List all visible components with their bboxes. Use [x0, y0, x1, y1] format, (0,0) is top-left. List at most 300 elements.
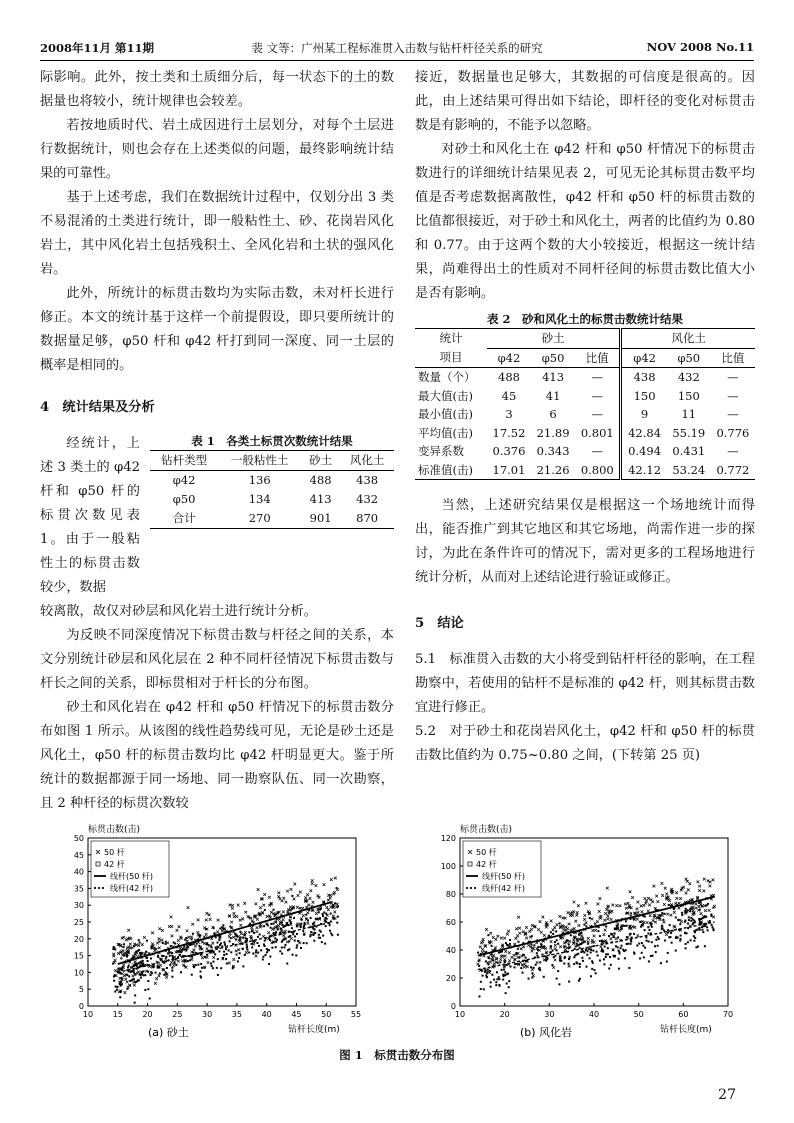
data-point-42 — [545, 952, 547, 954]
data-point-42 — [290, 922, 292, 924]
table1 — [150, 450, 394, 529]
data-point-42 — [318, 911, 320, 913]
data-point-50 — [496, 935, 499, 938]
data-point-42 — [186, 942, 188, 944]
x-tick-label: 30 — [544, 1010, 555, 1019]
data-point-42 — [576, 939, 578, 941]
data-point-42 — [549, 951, 551, 953]
data-point-42 — [313, 940, 315, 942]
data-point-42 — [495, 984, 497, 986]
data-point-42 — [644, 947, 646, 949]
data-point-50 — [678, 907, 681, 910]
data-point-42 — [264, 945, 266, 947]
data-point-50 — [518, 927, 521, 930]
data-point-50 — [262, 904, 265, 907]
data-point-50 — [177, 939, 180, 942]
table2-cell: 42.84 — [628, 425, 662, 440]
data-point-42 — [634, 915, 636, 917]
data-point-42 — [266, 951, 268, 953]
data-point-42 — [525, 957, 527, 959]
data-point-50 — [515, 927, 518, 930]
data-point-42 — [574, 936, 576, 938]
data-point-42 — [133, 969, 135, 971]
data-point-42 — [669, 924, 671, 926]
data-point-50 — [255, 930, 258, 933]
data-point-50 — [599, 946, 602, 949]
data-point-50 — [599, 897, 602, 900]
data-point-42 — [277, 928, 279, 930]
data-point-42 — [506, 944, 508, 946]
data-point-42 — [633, 953, 635, 955]
data-point-50 — [688, 882, 691, 885]
data-point-50 — [527, 944, 530, 947]
table2-cell: 17.52 — [492, 425, 526, 440]
data-point-50 — [492, 936, 495, 939]
data-point-42 — [513, 966, 515, 968]
data-point-50 — [673, 925, 676, 928]
data-point-42 — [596, 951, 598, 953]
data-point-50 — [266, 915, 269, 918]
data-point-42 — [592, 950, 594, 952]
table2-cell: 41 — [545, 388, 561, 403]
table2-cell: — — [727, 388, 739, 403]
data-point-42 — [171, 955, 173, 957]
data-point-42 — [157, 956, 159, 958]
data-point-42 — [262, 956, 264, 958]
data-point-42 — [305, 914, 307, 916]
data-point-42 — [503, 969, 505, 971]
data-point-50 — [207, 961, 210, 964]
data-point-42 — [165, 950, 167, 952]
data-point-42 — [550, 931, 552, 933]
data-point-50 — [691, 913, 694, 916]
data-point-42 — [208, 944, 210, 946]
data-point-42 — [266, 923, 268, 925]
data-point-42 — [617, 927, 619, 929]
data-point-42 — [630, 941, 632, 943]
data-point-42 — [664, 939, 666, 941]
data-point-42 — [138, 939, 140, 941]
data-point-42 — [175, 946, 177, 948]
data-point-42 — [180, 971, 182, 973]
data-point-50 — [257, 888, 260, 891]
table2-cell: 150 — [633, 388, 656, 403]
data-point-50 — [233, 912, 236, 915]
data-point-50 — [610, 918, 613, 921]
data-point-42 — [581, 957, 583, 959]
header-title: 裴 文等：广州某工程标准贯入击数与钻杆杆径关系的研究 — [251, 41, 543, 55]
data-point-42 — [128, 965, 130, 967]
y-tick-label: 0 — [450, 1002, 456, 1011]
data-point-42 — [141, 971, 143, 973]
data-point-42 — [643, 913, 645, 915]
data-point-42 — [690, 939, 692, 941]
data-point-50 — [564, 917, 567, 920]
table2-cell: 0.800 — [575, 461, 621, 480]
data-point-42 — [484, 971, 486, 973]
data-point-42 — [112, 963, 114, 965]
data-point-42 — [508, 980, 510, 982]
table2-cell: 17.01 — [492, 462, 526, 477]
data-point-42 — [169, 955, 171, 957]
data-point-42 — [558, 983, 560, 985]
data-point-42 — [518, 963, 520, 965]
data-point-50 — [286, 890, 289, 893]
data-point-42 — [702, 931, 704, 933]
data-point-50 — [568, 923, 571, 926]
data-point-42 — [225, 958, 227, 960]
data-point-42 — [134, 994, 136, 996]
table2-head: 项目 — [439, 350, 463, 365]
data-point-42 — [579, 966, 581, 968]
data-point-42 — [322, 935, 324, 937]
data-point-42 — [235, 939, 237, 941]
data-point-42 — [666, 961, 668, 963]
data-point-42 — [662, 919, 664, 921]
data-point-42 — [604, 946, 606, 948]
data-point-50 — [627, 902, 630, 905]
data-point-42 — [263, 925, 265, 927]
data-point-42 — [133, 956, 135, 958]
data-point-42 — [509, 943, 511, 945]
data-point-42 — [539, 946, 541, 948]
data-point-42 — [163, 974, 165, 976]
data-point-42 — [264, 909, 266, 911]
data-point-42 — [323, 911, 325, 913]
figure-a — [40, 820, 380, 1042]
data-point-42 — [668, 904, 670, 906]
data-point-42 — [478, 965, 480, 967]
chart-title: (b) 风化岩 — [520, 1026, 573, 1039]
data-point-42 — [599, 959, 601, 961]
data-point-42 — [615, 928, 617, 930]
data-point-42 — [629, 943, 631, 945]
data-point-42 — [667, 952, 669, 954]
data-point-42 — [284, 946, 286, 948]
data-point-42 — [221, 930, 223, 932]
data-point-42 — [568, 981, 570, 983]
data-point-50 — [500, 937, 503, 940]
data-point-42 — [624, 957, 626, 959]
data-point-42 — [184, 965, 186, 967]
table2-head: φ42 — [633, 350, 656, 365]
data-point-50 — [619, 904, 622, 907]
table2-cell: — — [727, 370, 739, 384]
data-point-42 — [622, 925, 624, 927]
data-point-42 — [230, 951, 232, 953]
data-point-50 — [332, 915, 335, 918]
data-point-42 — [521, 964, 523, 966]
y-tick-label: 80 — [445, 890, 456, 899]
data-point-50 — [211, 942, 214, 945]
data-point-42 — [539, 961, 541, 963]
data-point-50 — [593, 935, 596, 938]
data-point-42 — [671, 942, 673, 944]
data-point-42 — [217, 958, 219, 960]
table2-head: 比值 — [721, 350, 745, 365]
data-point-42 — [617, 946, 619, 948]
data-point-42 — [276, 939, 278, 941]
data-point-42 — [599, 940, 601, 942]
paragraph: 为反映不同深度情况下标贯击数与杆径之间的关系，本文分别统计砂层和风化层在 2 种不同杆径情况下标贯击数与杆长之间的关系，即标贯相对于杆长的分布图。 — [40, 628, 394, 691]
data-point-50 — [583, 918, 586, 921]
data-point-42 — [564, 951, 566, 953]
data-point-42 — [520, 967, 522, 969]
x-tick-label: 30 — [202, 1010, 213, 1019]
data-point-50 — [237, 948, 240, 951]
data-point-42 — [505, 992, 507, 994]
data-point-42 — [120, 991, 122, 993]
data-point-42 — [150, 957, 152, 959]
data-point-50 — [708, 909, 711, 912]
data-point-50 — [481, 948, 484, 951]
table2-row — [415, 405, 755, 424]
data-point-42 — [336, 922, 338, 924]
data-point-42 — [214, 953, 216, 955]
data-point-42 — [647, 932, 649, 934]
table1-head: 风化土 — [349, 453, 385, 467]
data-point-50 — [494, 938, 497, 941]
data-point-42 — [655, 951, 657, 953]
data-point-42 — [239, 938, 241, 940]
data-point-42 — [592, 962, 594, 964]
data-point-42 — [591, 968, 593, 970]
data-point-42 — [483, 988, 485, 990]
data-point-42 — [189, 959, 191, 961]
data-point-42 — [556, 939, 558, 941]
data-point-42 — [536, 940, 538, 942]
table2-cell: 6 — [549, 407, 557, 421]
data-point-42 — [624, 925, 626, 927]
data-point-42 — [625, 912, 627, 914]
data-point-42 — [296, 947, 298, 949]
data-point-42 — [244, 934, 246, 936]
data-point-50 — [648, 904, 651, 907]
data-point-42 — [657, 936, 659, 938]
data-point-42 — [570, 934, 572, 936]
data-point-42 — [491, 945, 493, 947]
data-point-42 — [279, 950, 281, 952]
data-point-50 — [187, 906, 190, 909]
data-point-42 — [557, 970, 559, 972]
data-point-42 — [211, 965, 213, 967]
data-point-42 — [598, 926, 600, 928]
data-point-50 — [661, 894, 664, 897]
data-point-42 — [149, 997, 151, 999]
page-number: 27 — [718, 1087, 736, 1103]
table2-row — [415, 368, 755, 387]
data-point-50 — [637, 901, 640, 904]
data-point-42 — [257, 936, 259, 938]
data-point-42 — [191, 944, 193, 946]
data-point-50 — [606, 915, 609, 918]
data-point-42 — [158, 967, 160, 969]
data-point-50 — [244, 931, 247, 934]
data-point-42 — [626, 936, 628, 938]
data-point-42 — [333, 917, 335, 919]
data-point-42 — [693, 920, 695, 922]
data-point-42 — [198, 945, 200, 947]
data-point-42 — [689, 910, 691, 912]
data-point-42 — [280, 914, 282, 916]
data-point-50 — [277, 891, 280, 894]
data-point-42 — [217, 974, 219, 976]
data-point-50 — [168, 925, 171, 928]
data-point-50 — [327, 899, 330, 902]
data-point-42 — [309, 935, 311, 937]
data-point-50 — [606, 887, 609, 890]
data-point-42 — [701, 929, 703, 931]
data-point-42 — [300, 926, 302, 928]
data-point-42 — [154, 947, 156, 949]
data-point-42 — [127, 966, 129, 968]
data-point-50 — [165, 976, 168, 979]
data-point-42 — [651, 926, 653, 928]
table1-head: 砂土 — [309, 453, 333, 467]
data-point-42 — [625, 920, 627, 922]
x-tick-label: 35 — [231, 1010, 242, 1019]
data-point-50 — [687, 888, 690, 891]
data-point-50 — [663, 903, 666, 906]
data-point-42 — [495, 981, 497, 983]
data-point-42 — [670, 932, 672, 934]
data-point-42 — [251, 930, 253, 932]
data-point-42 — [213, 927, 215, 929]
data-point-50 — [591, 941, 594, 944]
data-point-42 — [590, 951, 592, 953]
data-point-42 — [618, 951, 620, 953]
data-point-50 — [127, 929, 130, 932]
data-point-50 — [158, 927, 161, 930]
data-point-42 — [255, 951, 257, 953]
table2-cell: 0.343 — [536, 444, 570, 458]
data-point-50 — [603, 919, 606, 922]
data-point-42 — [522, 942, 524, 944]
data-point-42 — [147, 971, 149, 973]
data-point-50 — [186, 940, 189, 943]
data-point-50 — [231, 904, 234, 907]
data-point-42 — [621, 928, 623, 930]
x-tick-label: 40 — [588, 1010, 600, 1019]
paragraph: 砂土和风化岩在 φ42 杆和 φ50 杆情况下的标贯击数分布如图 1 所示。从该图的线性趋势线可见，无论是砂土还是风化土，φ50 杆的标贯击数均比 φ42 杆明显更大。鉴于所统计的数据都源于同一场地、同一勘察队伍、同一次勘察，且 2 种杆径的标贯次数较 — [40, 700, 394, 811]
data-point-42 — [314, 929, 316, 931]
data-point-42 — [128, 975, 130, 977]
data-point-42 — [250, 937, 252, 939]
data-point-42 — [486, 976, 488, 978]
data-point-42 — [528, 978, 530, 980]
data-point-50 — [154, 982, 157, 985]
table2-cell: 标准值(击) — [418, 462, 473, 477]
data-point-42 — [133, 978, 135, 980]
data-point-42 — [123, 955, 125, 957]
data-point-50 — [698, 885, 701, 888]
y-tick-label: 10 — [73, 968, 84, 978]
data-point-42 — [149, 954, 151, 956]
data-point-42 — [252, 924, 254, 926]
data-point-42 — [699, 929, 701, 931]
data-point-42 — [215, 946, 217, 948]
paragraph: 当然，上述研究结果仅是根据这一个场地统计而得出，能否推广到其它地区和其它场地，尚需作进一步的探讨，为此在条件许可的情况下，需对更多的工程场地进行统计分析，从而对上述结论进行验证或修正。 — [415, 498, 755, 585]
data-point-50 — [129, 943, 132, 946]
table2-head: 比值 — [575, 348, 621, 368]
data-point-42 — [193, 941, 195, 943]
data-point-42 — [589, 917, 591, 919]
data-point-50 — [642, 904, 645, 907]
data-point-42 — [119, 981, 121, 983]
table1-cell: 270 — [248, 511, 271, 525]
section-heading-5: 5 结论 — [415, 616, 464, 631]
x-tick-label: 70 — [722, 1010, 734, 1019]
data-point-50 — [289, 906, 292, 909]
data-point-42 — [213, 933, 215, 935]
data-point-42 — [588, 948, 590, 950]
data-point-42 — [145, 951, 147, 953]
data-point-42 — [330, 921, 332, 923]
data-point-42 — [697, 945, 699, 947]
data-point-50 — [336, 903, 339, 906]
data-point-50 — [296, 906, 299, 909]
data-point-42 — [654, 945, 656, 947]
table2-head: φ42 — [497, 350, 521, 365]
data-point-42 — [315, 918, 317, 920]
data-point-42 — [528, 941, 530, 943]
data-point-50 — [178, 925, 181, 928]
data-point-42 — [704, 945, 706, 947]
data-point-42 — [650, 922, 652, 924]
data-point-42 — [289, 919, 291, 921]
table1-cell: 413 — [309, 492, 332, 506]
data-point-50 — [479, 946, 482, 949]
data-point-42 — [226, 953, 228, 955]
data-point-42 — [269, 956, 271, 958]
data-point-42 — [143, 970, 145, 972]
x-tick-label: 15 — [112, 1010, 123, 1019]
table2-cell: 413 — [542, 370, 565, 384]
data-point-42 — [277, 911, 279, 913]
data-point-50 — [565, 929, 568, 932]
data-point-42 — [498, 984, 500, 986]
data-point-50 — [703, 878, 706, 881]
data-point-42 — [614, 933, 616, 935]
table1-head: 钻杆类型 — [161, 453, 208, 467]
data-point-42 — [284, 944, 286, 946]
data-point-50 — [594, 922, 597, 925]
data-point-42 — [223, 954, 225, 956]
data-point-42 — [633, 933, 635, 935]
data-point-42 — [165, 956, 167, 958]
data-point-42 — [215, 936, 217, 938]
table1-cell: 901 — [309, 511, 332, 525]
x-tick-label: 60 — [678, 1010, 689, 1019]
data-point-42 — [296, 925, 298, 927]
data-point-42 — [268, 963, 270, 965]
data-point-42 — [223, 951, 225, 953]
data-point-50 — [609, 937, 612, 940]
data-point-42 — [141, 973, 143, 975]
data-point-50 — [631, 896, 634, 899]
data-point-50 — [567, 911, 570, 914]
data-point-42 — [310, 917, 312, 919]
data-point-50 — [302, 914, 305, 917]
data-point-42 — [546, 958, 548, 960]
data-point-42 — [621, 918, 623, 920]
data-point-50 — [256, 926, 259, 929]
y-tick-label: 5 — [78, 985, 84, 995]
data-point-42 — [251, 946, 253, 948]
y-tick-label: 0 — [78, 1002, 84, 1011]
data-point-42 — [113, 980, 115, 982]
scatter-chart-weathered — [412, 820, 752, 1042]
